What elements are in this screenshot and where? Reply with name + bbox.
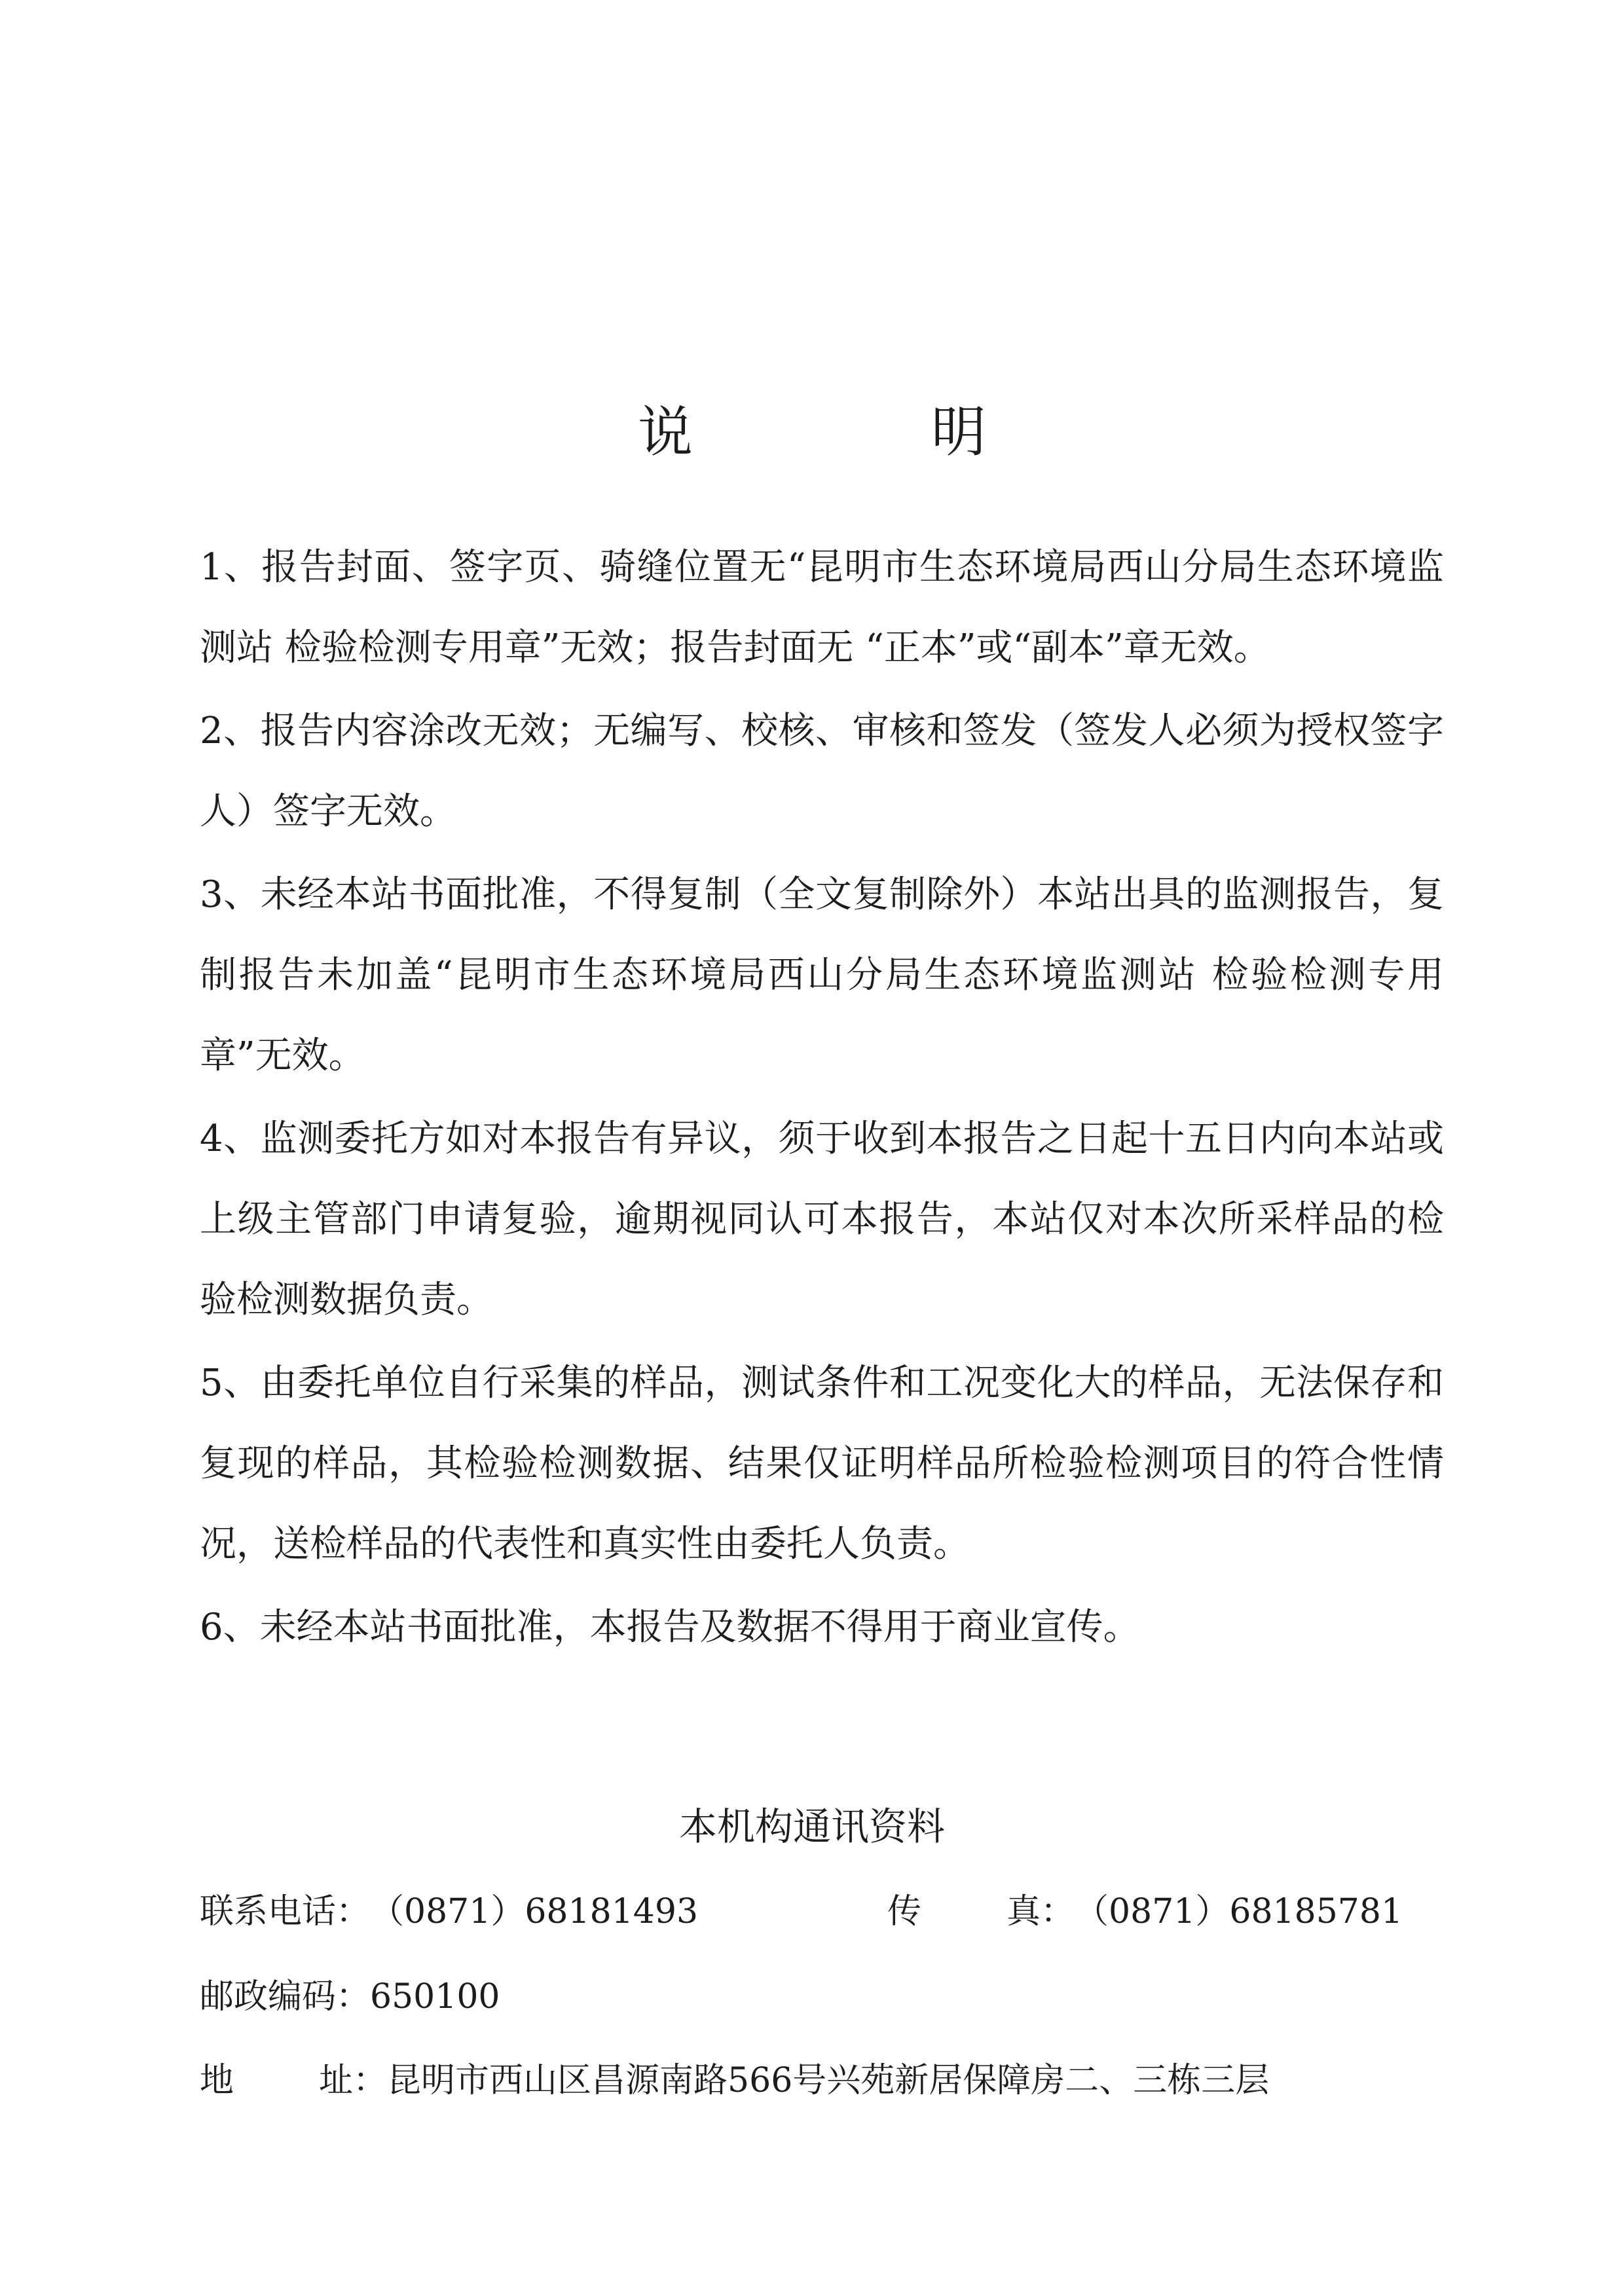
phone-row	[200, 1886, 698, 1938]
note-item-3: 3、未经本站书面批准，不得复制（全文复制除外）本站出具的监测报告，复制报告未加盖“昆明市生态环境局西山分局生态环境监测站 检验检测专用章”无效。	[200, 873, 1444, 1077]
note-item-4: 4、监测委托方如对本报告有异议，须于收到本报告之日起十五日内向本站或上级主管部门申请复验，逾期视同认可本报告，本站仅对本次所采样品的检验检测数据负责。	[200, 1118, 1444, 1321]
fax-label-part-1: 传	[887, 1892, 1007, 1931]
page-title: 说 明	[637, 400, 1078, 464]
postcode-label: 邮政编码：	[200, 1977, 371, 2016]
phone-value: （0871）68181493	[370, 1892, 699, 1931]
contact-heading: 本机构通讯资料	[678, 1804, 945, 1849]
address-label-part-2: 址：	[319, 2061, 388, 2100]
postcode-row	[200, 1971, 500, 2023]
address-label-part-1: 地	[200, 2061, 320, 2100]
note-item-6: 6、未经本站书面批准，本报告及数据不得用于商业宣传。	[200, 1606, 1140, 1649]
postcode-value: 650100	[370, 1977, 500, 2016]
note-item-1: 1、报告封面、签字页、骑缝位置无“昆明市生态环境局西山分局生态环境监测站 检验检测专用章”无效；报告封面无 “正本”或“副本”章无效。	[200, 546, 1444, 669]
fax-value: （0871）68185781	[1075, 1892, 1403, 1931]
fax-label-part-2: 真：	[1006, 1892, 1075, 1931]
address-row	[200, 2054, 1269, 2107]
phone-label: 联系电话：	[200, 1892, 371, 1931]
address-label	[200, 2054, 387, 2107]
fax-label	[887, 1886, 1075, 1938]
notes-list	[200, 527, 1444, 1670]
note-item-2: 2、报告内容涂改无效；无编写、校核、审核和签发（签发人必须为授权签字人）签字无效。	[200, 710, 1444, 833]
address-value: 昆明市西山区昌源南路566号兴苑新居保障房二、三栋三层	[387, 2061, 1270, 2100]
note-item-5: 5、由委托单位自行采集的样品，测试条件和工况变化大的样品，无法保存和复现的样品，其检验检测数据、结果仅证明样品所检验检测项目的符合性情况，送检样品的代表性和真实性由委托人负责。	[200, 1362, 1444, 1565]
fax-row	[887, 1886, 1403, 1938]
